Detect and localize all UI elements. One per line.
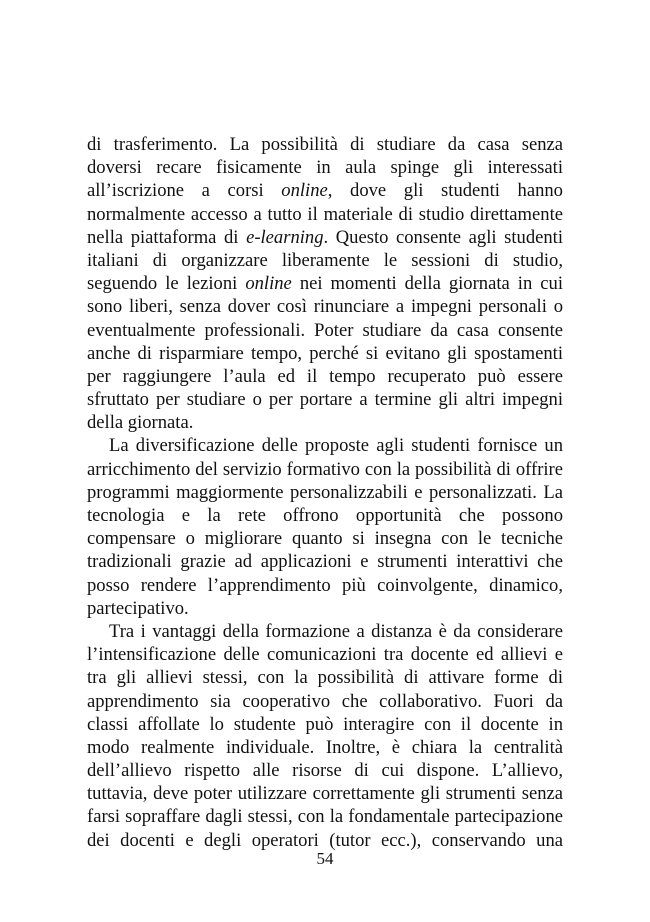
italic-term: online xyxy=(245,273,292,295)
text-span: nella piattaforma di xyxy=(87,226,247,248)
text-line: posso rendere l’apprendimento più coinvolgente, dinamico, xyxy=(87,574,563,596)
text-line: dei docenti e degli operatori (tutor ecc.), conservando una xyxy=(87,829,563,851)
text-line: sono liberi, senza dover così rinunciare a impegni personali o xyxy=(87,296,563,318)
text-line: La diversificazione delle proposte agli studenti fornisce un xyxy=(109,435,563,457)
text-line: tradizionali grazie ad applicazioni e strumenti interattivi che xyxy=(87,551,563,573)
italic-term: e-learning xyxy=(246,226,324,248)
text-line: arricchimento del servizio formativo con la possibilità di offrire xyxy=(87,458,563,480)
text-line: di trasferimento. La possibilità di studiare da casa senza xyxy=(87,134,563,155)
text-line: farsi sopraffare dagli stessi, con la fondamentale partecipazione xyxy=(87,806,563,828)
text-span: seguendo le lezioni xyxy=(87,273,246,295)
text-span: nei momenti della giornata in cui xyxy=(291,273,563,295)
text-line: programmi maggiormente personalizzabili e personalizzati. La xyxy=(87,481,563,503)
text-line: normalmente accesso a tutto il materiale di studio direttamente xyxy=(87,203,563,225)
text-span: all’iscrizione a corsi xyxy=(87,180,282,202)
text-span: . Questo consente agli studenti xyxy=(323,226,563,248)
text-line: dell’allievo rispetto alle risorse di cui dispone. L’allievo, xyxy=(87,760,563,782)
page-number: 54 xyxy=(316,849,334,868)
text-line: anche di risparmiare tempo, perché si evitano gli spostamenti xyxy=(87,342,563,364)
text-line: sfruttato per studiare o per portare a termine gli altri impegni xyxy=(87,389,563,411)
text-line: apprendimento sia cooperativo che collaborativo. Fuori da xyxy=(87,690,563,712)
text-line: doversi recare fisicamente in aula spinge gli interessati xyxy=(87,157,563,179)
text-line: tecnologia e la rete offrono opportunità che possono xyxy=(87,505,563,526)
body-text xyxy=(87,133,563,852)
text-line: tra gli allievi stessi, con la possibilità di attivare forme di xyxy=(87,667,563,689)
italic-term: online xyxy=(281,180,328,202)
text-line xyxy=(87,226,563,249)
text-line: eventualmente professionali. Poter studiare da casa consente xyxy=(87,319,563,341)
text-line: Tra i vantaggi della formazione a distanza è da considerare xyxy=(109,620,563,642)
text-line: per raggiungere l’aula ed il tempo recuperato può essere xyxy=(87,365,563,387)
text-line: italiani di organizzare liberamente le sessioni di studio, xyxy=(87,249,563,271)
text-span: , dove gli studenti hanno xyxy=(327,180,563,202)
text-line: modo realmente individuale. Inoltre, è chiara la centralità xyxy=(87,736,563,758)
text-line: l’intensificazione delle comunicazioni tra docente ed allievi e xyxy=(87,644,563,666)
text-line xyxy=(87,272,563,295)
text-line: tuttavia, deve poter utilizzare correttamente gli strumenti senza xyxy=(87,783,563,805)
text-line xyxy=(87,179,563,202)
text-line: compensare o migliorare quanto si insegna con le tecniche xyxy=(87,528,563,550)
text-line: della giornata. xyxy=(87,412,194,434)
text-line: classi affollate lo studente può interagire con il docente in xyxy=(87,713,563,735)
text-line: partecipativo. xyxy=(87,597,189,619)
